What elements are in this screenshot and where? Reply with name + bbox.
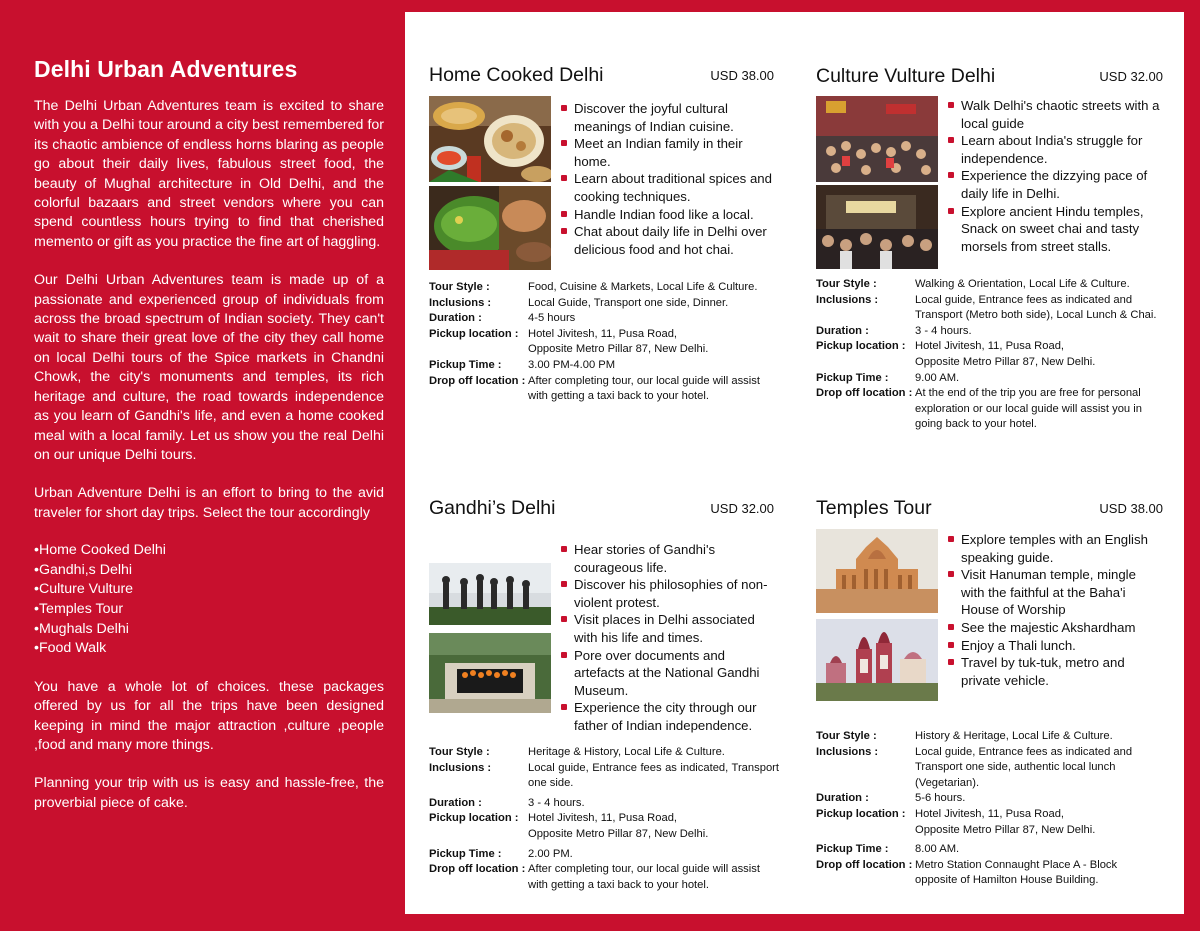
tour-price: USD 38.00 (1099, 501, 1163, 516)
akshardham-photo (816, 529, 938, 613)
inclusions-value: Local guide, Entrance fees as indicated, Transport one side. (528, 761, 779, 790)
tour-list-item: • Temples Tour (34, 600, 384, 620)
pickup-time-value: 3.00 PM-4.00 PM (528, 358, 616, 371)
intro-column (34, 56, 384, 832)
detail-label: Drop off location : (816, 858, 913, 871)
tour-price: USD 38.00 (710, 68, 774, 83)
pickup-location-value: Hotel Jivitesh, 11, Pusa Road, Opposite Metro Pillar 87, New Delhi. (915, 807, 1096, 836)
inclusions-value: Local Guide, Transport one side, Dinner. (528, 296, 729, 309)
highlight-item: Visit Hanuman temple, mingle with the faithful at the Baha'i House of Worship (948, 566, 1163, 619)
highlight-item: Experience the dizzying pace of daily life in Delhi. (948, 167, 1163, 202)
tour-title: Culture Vulture Delhi (816, 65, 996, 87)
tour-list-item: • Gandhi,s Delhi (34, 561, 384, 581)
tour-details (816, 729, 1166, 889)
highlight-item: Explore ancient Hindu temples, Snack on sweet chai and tasty morsels from street stalls. (948, 203, 1163, 256)
tour-list-item: • Culture Vulture (34, 580, 384, 600)
gandhi-statue-photo (429, 563, 551, 625)
tours-panel (405, 12, 1184, 914)
tour-price: USD 32.00 (710, 501, 774, 516)
detail-label: Tour Style : (429, 281, 490, 293)
detail-label: Tour Style : (816, 730, 877, 742)
pickup-time-value: 9.00 AM. (915, 371, 960, 384)
tour-header (816, 65, 1161, 91)
inclusions-value: Local guide, Entrance fees as indicated and Transport one side, authentic local lunch (Vegetarian). (915, 745, 1133, 789)
detail-label: Inclusions : (429, 761, 492, 774)
duration-value: 4-5 hours (528, 312, 576, 325)
detail-label: Pickup location : (429, 812, 519, 825)
dropoff-value: At the end of the trip you are free for personal exploration or our local guide will assist you in going back to your hotel. (915, 387, 1142, 431)
highlight-item: Walk Delhi's chaotic streets with a local guide (948, 97, 1163, 132)
tour-header (429, 497, 774, 523)
pickup-location-value: Hotel Jivitesh, 11, Pusa Road, Opposite Metro Pillar 87, New Delhi. (915, 340, 1096, 368)
detail-label: Pickup Time : (429, 847, 502, 860)
tour-list-item: • Mughals Delhi (34, 620, 384, 640)
highlight-item: Explore temples with an English speaking guide. (948, 531, 1163, 566)
tour-header (429, 64, 774, 90)
tour-header (816, 497, 1161, 523)
street-market-photo (816, 96, 938, 182)
detail-label: Inclusions : (429, 296, 492, 309)
cooking-photo (429, 186, 551, 270)
tour-style-value: History & Heritage, Local Life & Culture. (915, 730, 1113, 742)
detail-label: Duration : (816, 324, 869, 337)
detail-label: Tour Style : (816, 278, 877, 290)
intro-paragraph: The Delhi Urban Adventures team is excited to share with you a Delhi tour around a city best remembered for its chaotic ambience of endless horns blaring as people go about their daily lives, fabulous street food, the beauty of Mughal architecture in Old Delhi, and the colorful bazaars and street vendors where you can spend countless hours trying to find that cherished memento or gift as you practice the fine art of haggling. (34, 98, 384, 250)
tour-details (429, 280, 779, 405)
detail-label: Pickup location : (429, 327, 519, 340)
highlight-item: Learn about traditional spices and cooking techniques. (561, 170, 776, 205)
detail-label: Pickup location : (816, 340, 906, 353)
pickup-time-value: 2.00 PM. (528, 847, 573, 860)
tour-card-gandhi (429, 497, 779, 891)
detail-label: Inclusions : (816, 745, 879, 758)
planning-paragraph: Planning your trip with us is easy and hassle-free, the proverbial piece of cake. (34, 775, 384, 811)
highlight-item: Experience the city through our father of Indian independence. (561, 699, 776, 734)
tour-details (429, 745, 779, 893)
dropoff-value: Metro Station Connaught Place A - Block opposite of Hamilton House Building. (915, 858, 1118, 887)
food-photo (429, 96, 551, 182)
page-title: Delhi Urban Adventures (34, 56, 298, 82)
choices-paragraph: You have a whole lot of choices. these packages offered by us for all the trips have been designed keeping in mind the major attraction ,culture ,people ,food and many more things. (34, 678, 384, 753)
highlight-item: Meet an Indian family in their home. (561, 135, 776, 170)
select-paragraph: Urban Adventure Delhi is an effort to bring to the avid traveler for short day trips. Select the tour accordingly (34, 485, 384, 521)
tour-card-temples (816, 497, 1163, 887)
dropoff-value: After completing tour, our local guide will assist with getting a taxi back to your hotel. (528, 863, 760, 891)
highlight-item: Pore over documents and artefacts at the National Gandhi Museum. (561, 647, 776, 700)
tour-card-home-cooked (429, 64, 774, 403)
detail-label: Duration : (816, 792, 869, 805)
duration-value: 3 - 4 hours. (915, 324, 972, 337)
highlight-item: Enjoy a Thali lunch. (948, 637, 1163, 655)
highlight-item: Discover the joyful cultural meanings of Indian cuisine. (561, 100, 776, 135)
tour-title: Gandhi’s Delhi (429, 497, 556, 519)
highlight-item: Handle Indian food like a local. (561, 206, 776, 224)
detail-label: Pickup Time : (429, 358, 502, 371)
pickup-location-value: Hotel Jivitesh, 11, Pusa Road, Opposite Metro Pillar 87, New Delhi. (528, 812, 709, 840)
tour-highlights (561, 541, 776, 735)
tour-list-item: • Home Cooked Delhi (34, 541, 384, 561)
detail-label: Pickup location : (816, 807, 906, 820)
team-paragraph: Our Delhi Urban Adventures team is made up of a passionate and experienced group of individuals from across the broad spectrum of Indian society. They can't wait to share their great love of the city they call home on local Delhi tours of the Spice markets in Chandni Chowk, the city's monuments and temples, its rich heritage and culture, the road towards independence as you learn of Gandhi's life, and even a home cooked meal with a local family. Let us show you the real Delhi on our unique Delhi tours. (34, 272, 384, 463)
detail-label: Drop off location : (429, 863, 526, 876)
tour-list-item: • Food Walk (34, 639, 384, 659)
tour-list (34, 541, 384, 659)
detail-label: Duration : (429, 796, 482, 809)
detail-label: Inclusions : (816, 293, 879, 306)
highlight-item: Visit places in Delhi associated with his life and times. (561, 611, 776, 646)
tour-highlights (948, 97, 1163, 255)
tour-style-value: Food, Cuisine & Markets, Local Life & Culture. (528, 281, 758, 293)
detail-label: Pickup Time : (816, 371, 889, 384)
birla-mandir-photo (816, 619, 938, 701)
tour-highlights (948, 531, 1163, 689)
highlight-item: Learn about India's struggle for independence. (948, 132, 1163, 167)
tour-details (816, 277, 1166, 433)
detail-label: Tour Style : (429, 746, 490, 758)
highlight-item: See the majestic Akshardham (948, 619, 1163, 637)
detail-label: Pickup Time : (816, 843, 889, 856)
detail-label: Drop off location : (429, 374, 526, 387)
duration-value: 5-6 hours. (915, 792, 966, 805)
highlight-item: Hear stories of Gandhi's courageous life. (561, 541, 776, 576)
detail-label: Drop off location : (816, 387, 913, 400)
tour-price: USD 32.00 (1099, 69, 1163, 84)
dropoff-value: After completing tour, our local guide will assist with getting a taxi back to your hotel. (528, 374, 760, 403)
inclusions-value: Local guide, Entrance fees as indicated and Transport (Metro both side), Local Lunch & Chai. (915, 293, 1157, 322)
shop-crowd-photo (816, 185, 938, 269)
tour-title: Temples Tour (816, 497, 932, 519)
rajghat-memorial-photo (429, 633, 551, 713)
detail-label: Duration : (429, 312, 482, 325)
highlight-item: Travel by tuk-tuk, metro and private vehicle. (948, 654, 1163, 689)
tour-style-value: Heritage & History, Local Life & Culture. (528, 746, 725, 758)
duration-value: 3 - 4 hours. (528, 796, 585, 809)
tour-card-culture-vulture (816, 65, 1163, 431)
highlight-item: Discover his philosophies of non-violent protest. (561, 576, 776, 611)
pickup-time-value: 8.00 AM. (915, 843, 960, 856)
tour-style-value: Walking & Orientation, Local Life & Culture. (915, 278, 1130, 290)
tour-title: Home Cooked Delhi (429, 64, 604, 86)
highlight-item: Chat about daily life in Delhi over delicious food and hot chai. (561, 223, 776, 258)
tour-highlights (561, 100, 776, 258)
pickup-location-value: Hotel Jivitesh, 11, Pusa Road, Opposite Metro Pillar 87, New Delhi. (528, 327, 709, 356)
